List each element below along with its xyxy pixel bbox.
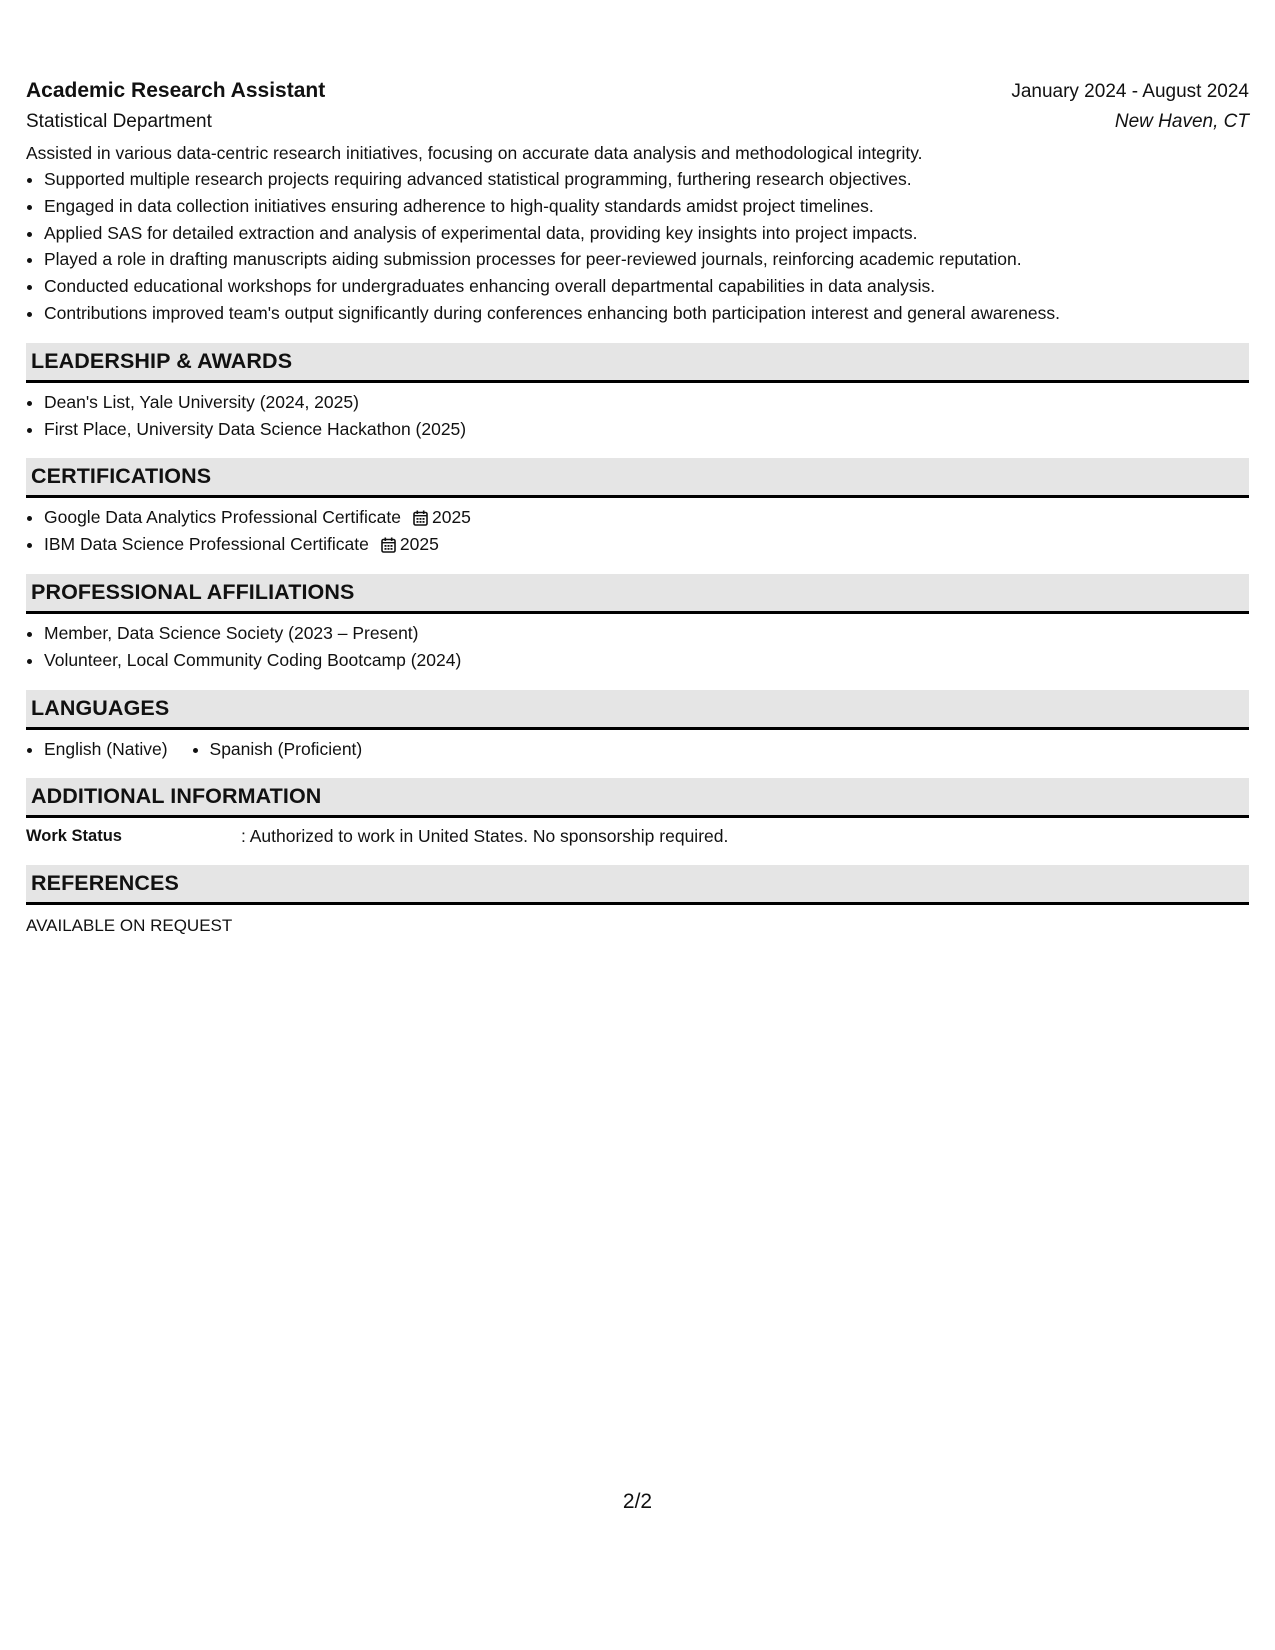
job-location: New Haven, CT xyxy=(1114,111,1249,132)
job-bullet-list xyxy=(26,166,1249,327)
list-item: • First Place, University Data Science Hackathon (2025) xyxy=(44,416,1249,443)
section-header-additional xyxy=(26,778,1249,818)
list-item: • Spanish (Proficient) xyxy=(210,736,363,762)
list-item: • Volunteer, Local Community Coding Bootcamp (2024) xyxy=(44,647,1249,674)
section-title: CERTIFICATIONS xyxy=(31,464,212,489)
certification-name: • Google Data Analytics Professional Certificate xyxy=(44,507,401,528)
affiliations-list xyxy=(26,620,1249,674)
page-number: 2/2 xyxy=(622,1490,653,1513)
experience-entry xyxy=(26,76,1249,327)
certifications-section xyxy=(26,504,1249,558)
section-title: REFERENCES xyxy=(31,870,179,895)
certifications-list xyxy=(26,504,1249,558)
list-item xyxy=(44,504,1249,531)
section-header-affiliations xyxy=(26,574,1249,614)
certification-item xyxy=(44,531,1249,558)
references-text: AVAILABLE ON REQUEST xyxy=(26,915,233,935)
work-status-row xyxy=(26,823,1249,849)
certification-year: 2025 xyxy=(431,507,471,528)
certification-name: • IBM Data Science Professional Certificate xyxy=(44,534,369,555)
list-item: • Member, Data Science Society (2023 – Present) xyxy=(44,620,1249,647)
section-title: LANGUAGES xyxy=(31,695,170,720)
list-item: • Supported multiple research projects requiring advanced statistical programming, furthering research objectives. xyxy=(44,166,1249,193)
job-subheader xyxy=(26,108,1249,136)
list-item xyxy=(44,531,1249,558)
list-item: • Conducted educational workshops for undergraduates enhancing overall departmental capabilities in data analysis. xyxy=(44,273,1249,300)
list-item: • Engaged in data collection initiatives ensuring adherence to high-quality standards amidst project timelines. xyxy=(44,193,1249,220)
section-header-certifications xyxy=(26,458,1249,498)
certification-item xyxy=(44,504,1249,531)
section-header-references xyxy=(26,865,1249,905)
certification-year: 2025 xyxy=(399,534,439,555)
list-item: • English (Native) xyxy=(44,736,168,762)
calendar-icon xyxy=(413,510,428,526)
section-title: LEADERSHIP & AWARDS xyxy=(31,348,293,373)
job-summary: Assisted in various data-centric research initiatives, focusing on accurate data analysis and methodological integrity. xyxy=(26,143,923,163)
job-title: Academic Research Assistant xyxy=(26,79,326,102)
job-dates: January 2024 - August 2024 xyxy=(1011,81,1249,102)
affiliations-section xyxy=(26,620,1249,674)
languages-list xyxy=(26,736,1249,762)
section-title: ADDITIONAL INFORMATION xyxy=(31,783,322,808)
resume-page xyxy=(26,76,1249,939)
calendar-icon xyxy=(381,537,396,553)
list-item: • Played a role in drafting manuscripts aiding submission processes for peer-reviewed journals, reinforcing academic reputation. xyxy=(44,246,1249,273)
list-item: • Dean's List, Yale University (2024, 2025) xyxy=(44,389,1249,416)
job-department: Statistical Department xyxy=(26,111,212,132)
work-status-value: : Authorized to work in United States. No sponsorship required. xyxy=(241,825,729,846)
section-header-leadership xyxy=(26,343,1249,383)
languages-section xyxy=(26,736,1249,762)
leadership-list xyxy=(26,389,1249,443)
section-header-languages xyxy=(26,690,1249,730)
list-item: • Applied SAS for detailed extraction and analysis of experimental data, providing key insights into project impacts. xyxy=(44,220,1249,247)
section-title: PROFESSIONAL AFFILIATIONS xyxy=(31,579,355,604)
job-header xyxy=(26,76,1249,107)
work-status-label: Work Status xyxy=(26,826,122,845)
list-item: • Contributions improved team's output significantly during conferences enhancing both participation interest and general awareness. xyxy=(44,300,1249,327)
leadership-section xyxy=(26,389,1249,443)
